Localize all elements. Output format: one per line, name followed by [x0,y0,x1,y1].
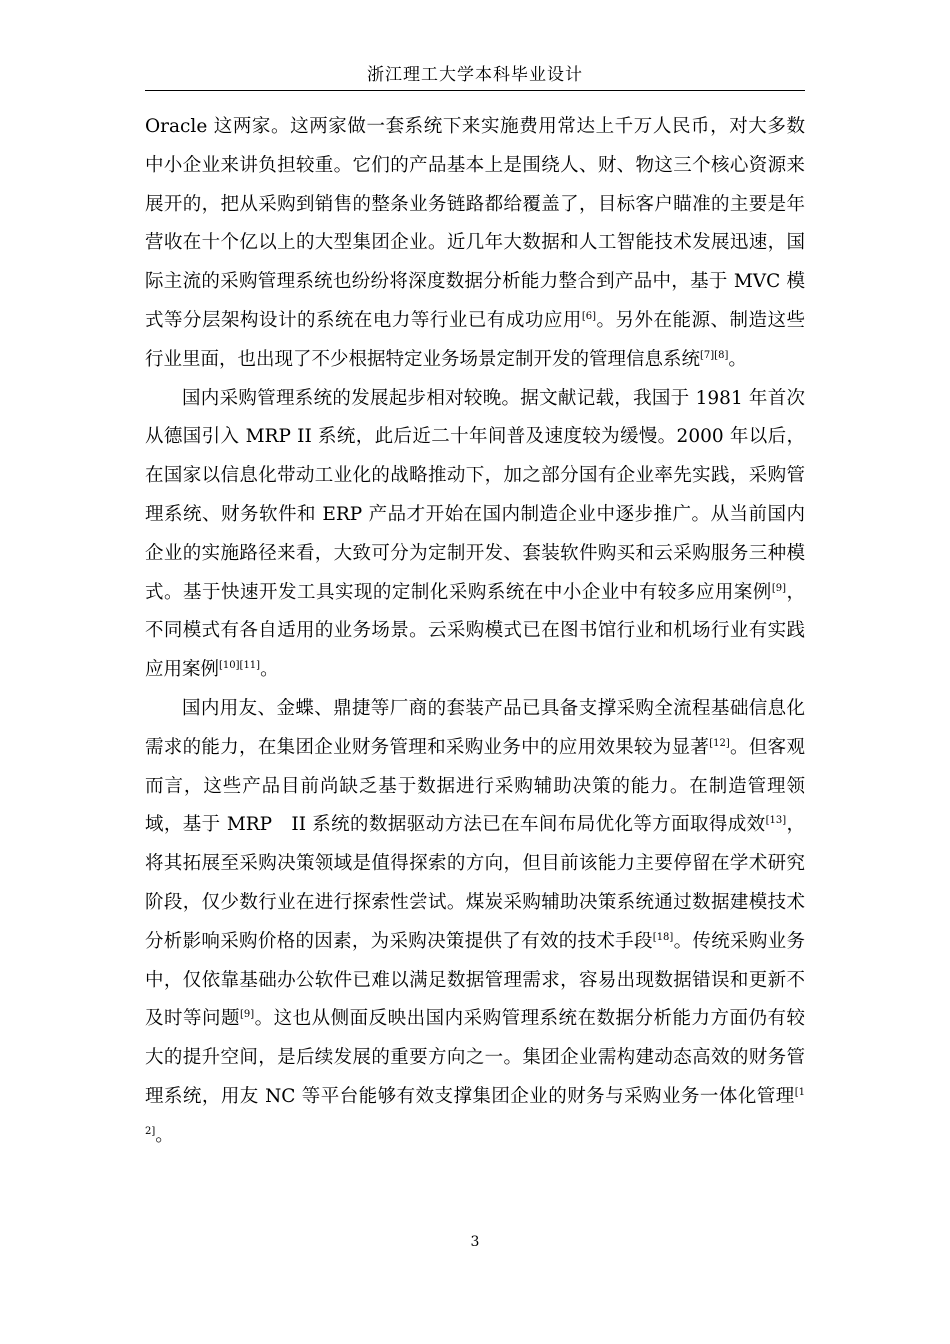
citation-reference: [12] [145,1086,805,1137]
citation-reference: [7][8] [700,349,729,361]
body-paragraph [145,690,805,1156]
paragraph-text: 。传统采购业务中，仅依靠基础办公软件已难以满足数据管理需求，容易出现数据错误和更新不及时等问题 [145,930,805,1030]
page-body [145,108,805,1156]
citation-reference: [10][11] [219,660,261,671]
paragraph-text: 。 [728,348,747,370]
body-paragraph [145,380,805,690]
page-number: 3 [470,1234,480,1250]
citation-reference: [12] [709,737,730,749]
citation-reference: [9] [239,1009,255,1021]
paragraph-text: ，不同模式有各自适用的业务场景。云采购模式已在图书馆行业和机场行业有实践应用案例 [145,581,805,681]
paragraph-text: 。 [155,1124,174,1146]
citation-reference: [18] [652,931,674,943]
paragraph-text: 。但客观而言，这些产品目前尚缺乏基于数据进行采购辅助决策的能力。在制造管理领域，基于 MRP II 系统的数据驱动方法已在车间布局优化等方面取得成效 [145,736,805,836]
paragraph-text: 。 [260,659,279,681]
header-title: 浙江理工大学本科毕业设计 [367,65,583,85]
paragraph-text: Oracle 这两家。这两家做一套系统下来实施费用常达上千万人民币，对大多数中小企业来讲负担较重。它们的产品基本上是围绕人、财、物这三个核心资源来展开的，把从采购到销售的整条业务链路都给覆盖了，目标客户瞄准的主要是年营收在十个亿以上的大型集团企业。近几年大数据和人工智能技术发展迅速，国际主流的采购管理系统也纷纷将深度数据分析能力整合到产品中，基于 MVC 模式等分层架构设计的系统在电力等行业已有成功应用 [145,116,805,331]
citation-reference: [13] [765,815,787,827]
citation-reference: [9] [771,582,786,594]
paragraph-text: 国内采购管理系统的发展起步相对较晚。据文献记载，我国于 1981 年首次从德国引入 MRP II 系统，此后近二十年间普及速度较为缓慢。2000 年以后，在国家以信息化带动工业化的战略推动下，加之部分国有企业率先实践，采购管理系统、财务软件和 ERP 产品才开始在国内制造企业中逐步推广。从当前国内企业的实施路径来看，大致可分为定制开发、套装软件购买和云采购服务三种模式。基于快速开发工具实现的定制化采购系统在中小企业中有较多应用案例 [145,387,805,603]
body-paragraph [145,108,805,380]
paragraph-text: 。另外在能源、制造这些行业里面，也出现了不少根据特定业务场景定制开发的管理信息系统 [145,309,805,370]
paragraph-text: 。这也从侧面反映出国内采购管理系统在数据分析能力方面仍有较大的提升空间，是后续发展的重要方向之一。集团企业需构建动态高效的财务管理系统，用友 NC 等平台能够有效支撑集团企业的财务与采购业务一体化管理 [145,1008,805,1107]
paragraph-text: ，将其拓展至采购决策领域是值得探索的方向，但目前该能力主要停留在学术研究阶段，仅少数行业在进行探索性尝试。煤炭采购辅助决策系统通过数据建模技术分析影响采购价格的因素，为采购决策提供了有效的技术手段 [145,814,805,952]
paragraph-text: 国内用友、金蝶、鼎捷等厂商的套装产品已具备支撑采购全流程基础信息化需求的能力，在集团企业财务管理和采购业务中的应用效果较为显著 [145,697,805,758]
citation-reference: [6] [581,310,597,322]
page-header [145,60,805,91]
